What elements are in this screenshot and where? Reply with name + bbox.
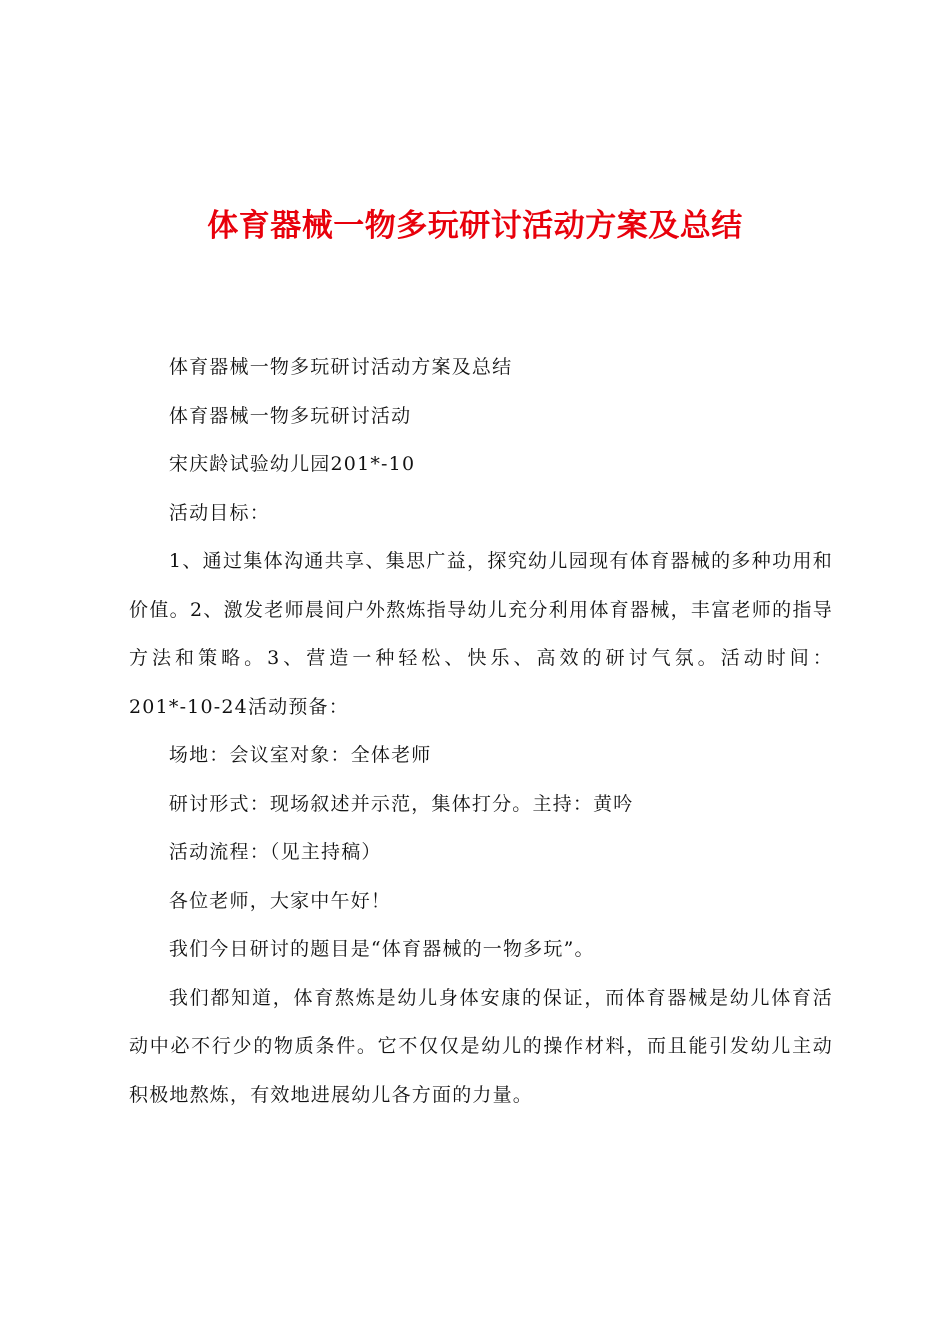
paragraph-organizer-date: 宋庆龄试验幼儿园201*-10: [168, 453, 416, 475]
document-title: 体育器械一物多玩研讨活动方案及总结: [207, 208, 743, 244]
document-body: [129, 343, 833, 1119]
paragraph-greeting: 各位老师，大家中午好！: [168, 889, 392, 912]
paragraph-topic: 我们今日研讨的题目是“体育器械的一物多玩”。: [168, 938, 595, 960]
paragraph-activity-name: 体育器械一物多玩研讨活动: [168, 404, 412, 427]
paragraph-goals-label: 活动目标：: [168, 501, 270, 524]
paragraph-goals: 1、通过集体沟通共享、集思广益，探究幼儿园现有体育器械的多种功用和价值。2、激发老师晨间户外熬炼指导幼儿充分利用体育器械，丰富老师的指导方法和策略。3、营造一种轻松、快乐、高效的研讨气氛。活动时间：201*-10-24活动预备：: [129, 550, 833, 718]
paragraph-format: 研讨形式：现场叙述并示范，集体打分。主持：黄吟: [168, 792, 634, 815]
paragraph-process: 活动流程：（见主持稿）: [168, 841, 382, 863]
paragraph-heading-repeat: 体育器械一物多玩研讨活动方案及总结: [168, 356, 513, 378]
paragraph-venue: 场地：会议室对象：全体老师: [168, 744, 432, 766]
paragraph-intro: 我们都知道，体育熬炼是幼儿身体安康的保证，而体育器械是幼儿体育活动中必不行少的物质条件。它不仅仅是幼儿的操作材料，而且能引发幼儿主动积极地熬炼，有效地进展幼儿各方面的力量。: [129, 986, 833, 1106]
